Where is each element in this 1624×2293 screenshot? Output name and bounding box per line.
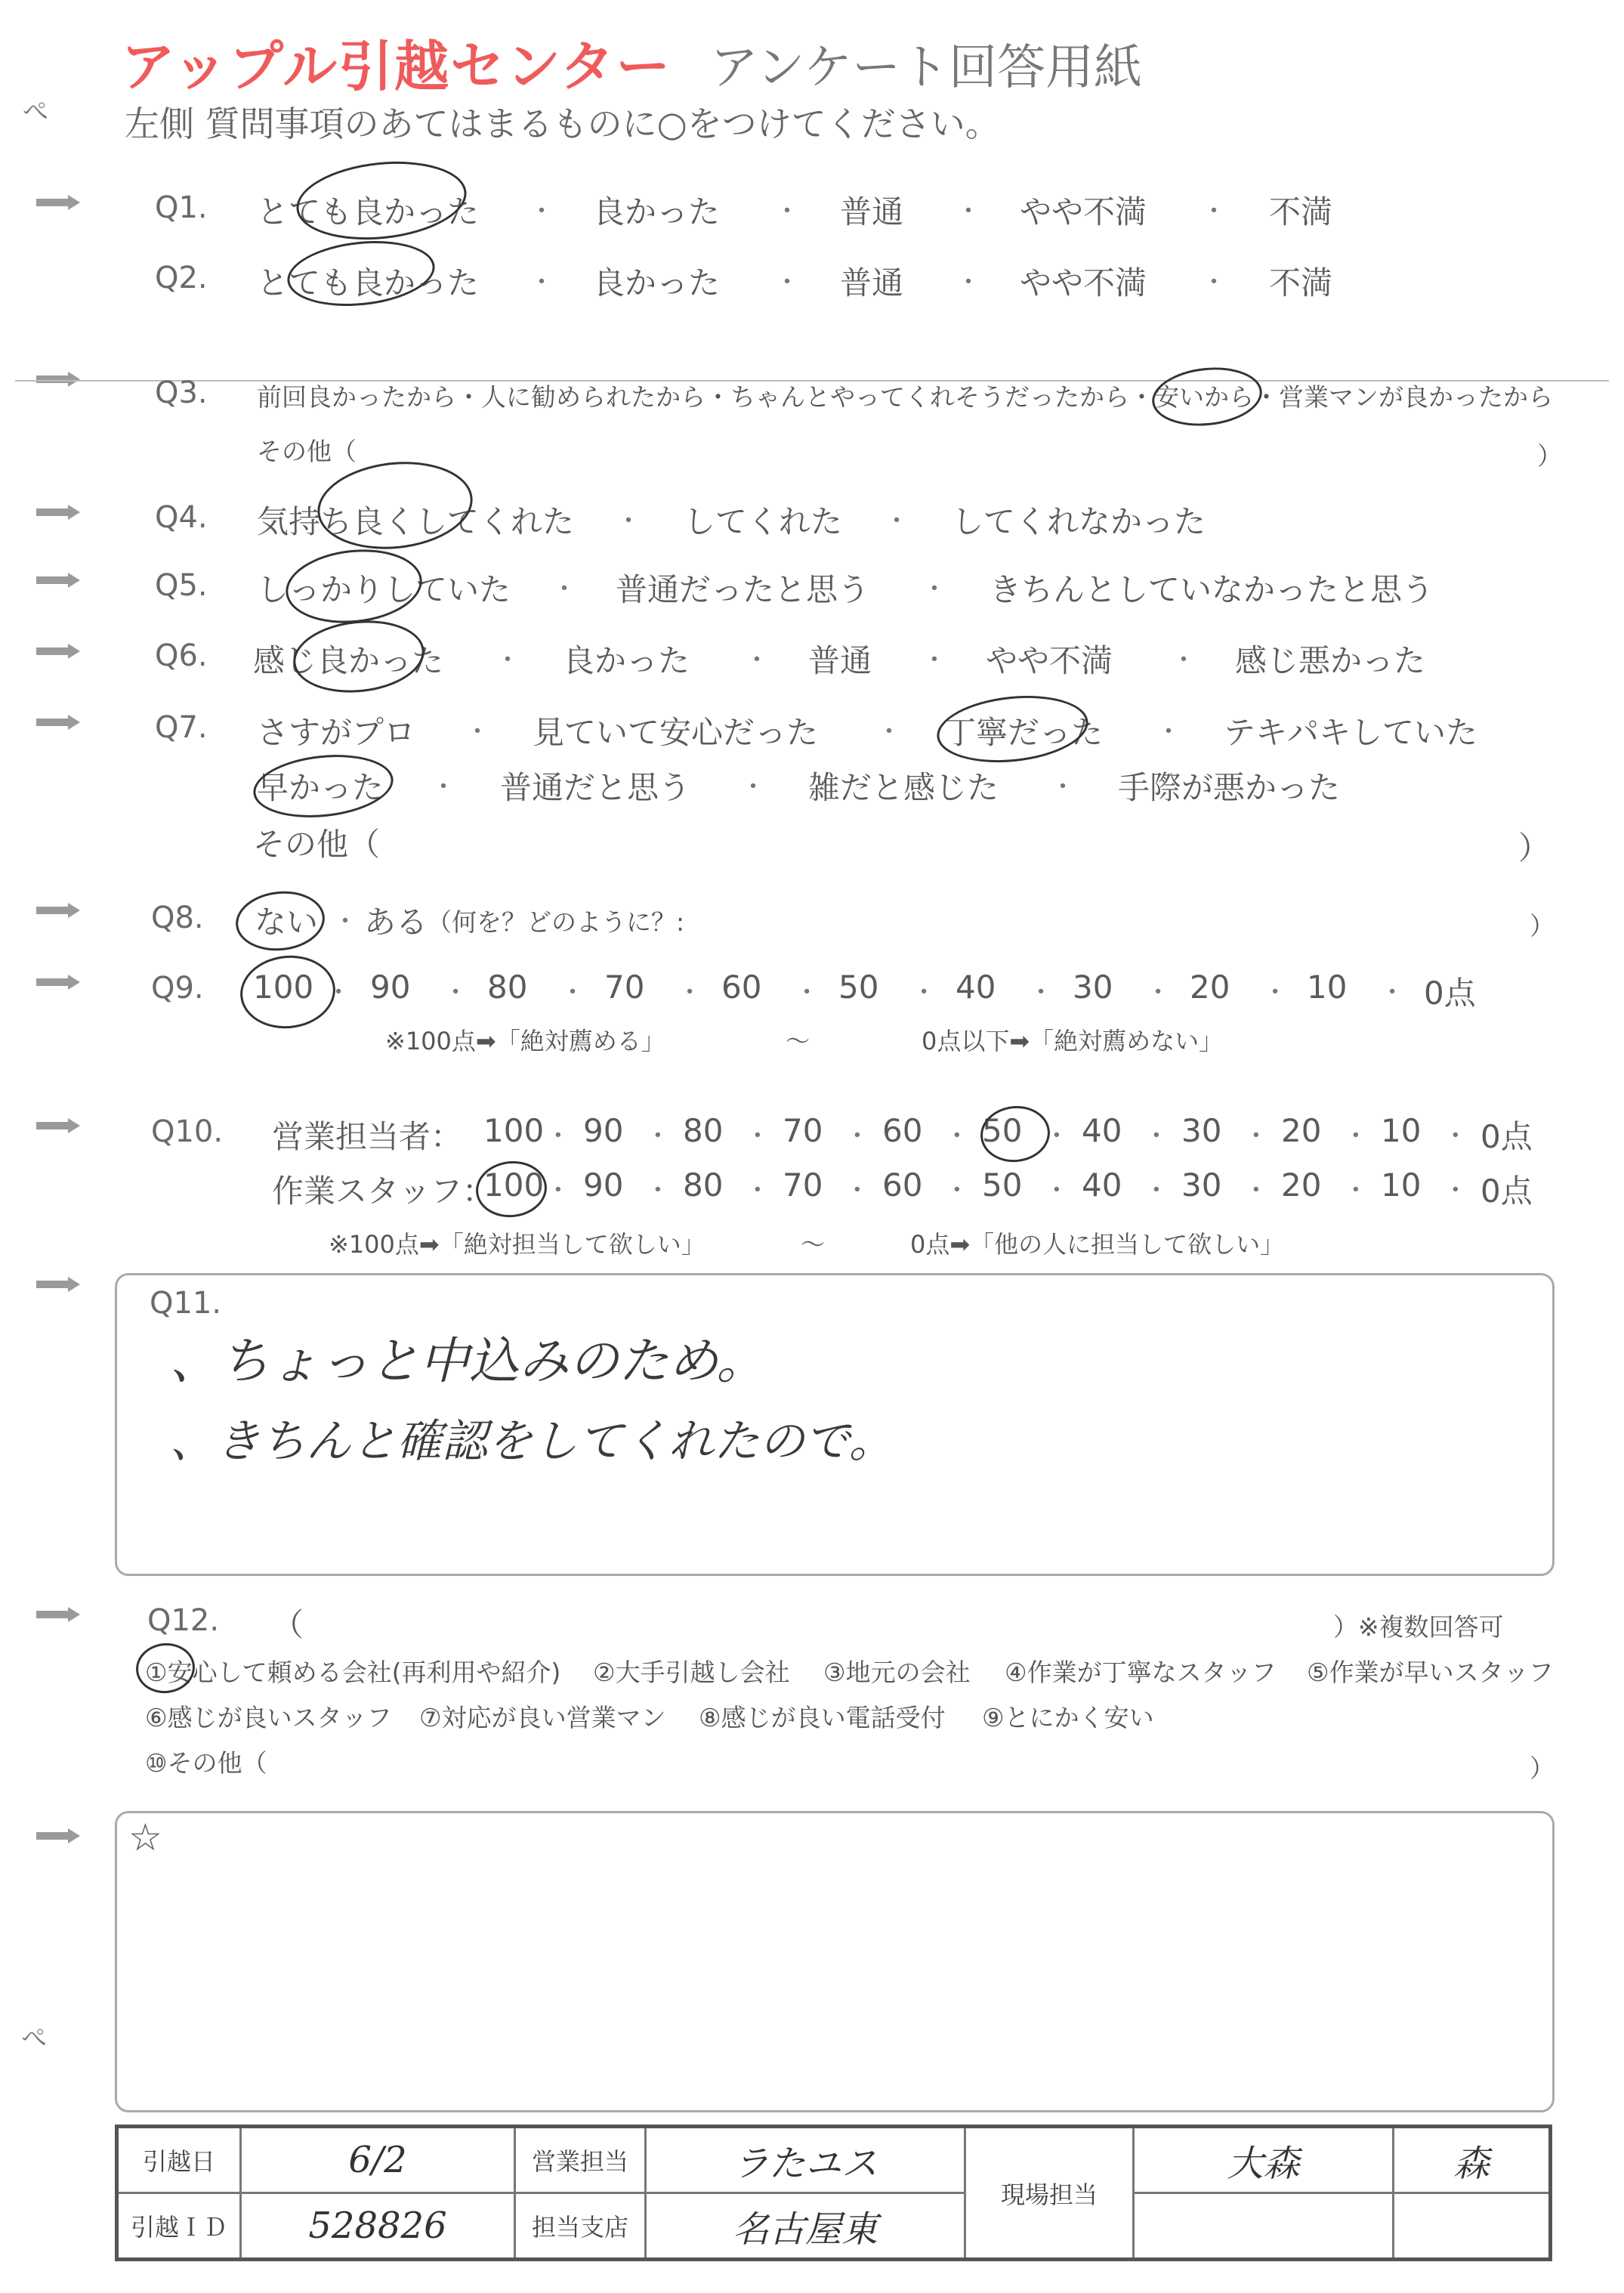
q8-hint: （何を？どのように？: [427, 907, 685, 937]
q7-label: Q7. [155, 710, 208, 745]
separator: ・ [1243, 1176, 1269, 1206]
q12-option[interactable]: ⑤作業が早いスタッフ [1307, 1658, 1554, 1687]
separator: ・ [644, 1176, 671, 1206]
answer-circle [250, 749, 396, 824]
separator: ・ [740, 772, 766, 802]
q7-option[interactable]: 見ていて安心だった [533, 714, 819, 751]
separator: ・ [1043, 1121, 1070, 1151]
q11-answer-line1: 、ちょっと中込みのため。 [170, 1332, 767, 1390]
answer-circle [282, 543, 425, 629]
q9-score-option[interactable]: 80 [487, 969, 528, 1006]
q7-option[interactable]: 手際が悪かった [1118, 769, 1341, 806]
answer-circle [934, 689, 1091, 770]
tilde: ～ [786, 1027, 810, 1055]
separator: ・ [1145, 978, 1172, 1008]
q9-note-high: ※100点➡「絶対薦める」 [385, 1027, 665, 1055]
separator: ・ [551, 574, 577, 604]
q5-option[interactable]: きちんとしていなかったと思う [990, 571, 1434, 608]
q10-sales-score-option[interactable]: 30 [1181, 1112, 1222, 1149]
q10-staff-score-option[interactable]: 70 [783, 1167, 823, 1204]
free-comment-box[interactable] [115, 1811, 1555, 2112]
branch-value: 名古屋東 [646, 2193, 965, 2260]
separator: ・ [326, 978, 352, 1008]
separator: ・ [529, 196, 554, 227]
separator: ・ [1379, 978, 1406, 1008]
q9-score-option[interactable]: 10 [1307, 969, 1348, 1006]
q8-option-none[interactable]: ない [255, 904, 319, 941]
q9-score-option[interactable]: 70 [604, 969, 645, 1006]
separator: ・ [1143, 1176, 1169, 1206]
arrow-icon [36, 372, 80, 387]
q3-other: その他（ [257, 437, 357, 466]
separator: ・ [1028, 978, 1054, 1008]
q1-option[interactable]: 良かった [593, 193, 721, 230]
arrow-icon [36, 195, 80, 210]
q9-score-option[interactable]: 20 [1190, 969, 1230, 1006]
paren-close: ） [1518, 830, 1551, 867]
branch-label: 担当支店 [515, 2193, 646, 2260]
separator: ・ [495, 645, 520, 675]
tilde: ～ [801, 1230, 826, 1259]
margin-mark: ぺ [23, 97, 48, 127]
separator: ・ [956, 196, 981, 227]
q10-sales-score-option[interactable]: 0点 [1480, 1118, 1533, 1155]
separator: ・ [443, 978, 469, 1008]
q1-label: Q1. [155, 190, 208, 225]
q6-option[interactable]: やや不満 [986, 642, 1113, 679]
q7-option[interactable]: 雑だと感じた [808, 769, 999, 806]
answer-circle [236, 951, 338, 1034]
q9-score-option[interactable]: 0点 [1424, 975, 1476, 1012]
separator: ・ [1201, 196, 1227, 227]
paren-open: （ [272, 1606, 304, 1643]
separator: ・ [1201, 267, 1227, 298]
move-date-value: 6/2 [241, 2127, 515, 2193]
q11-answer-line2: 、きちんと確認をしてくれたので。 [170, 1415, 894, 1468]
q3-options[interactable]: 前回良かったから・人に勧められたから・ちゃんとやってくれそうだったから・安いから・営業マンが良かったから [257, 382, 1553, 412]
q12-option[interactable]: ⑨とにかく安い [982, 1703, 1154, 1732]
arrow-icon [36, 1118, 80, 1133]
q2-option[interactable]: 良かった [593, 264, 721, 301]
arrow-icon [36, 903, 80, 918]
q10-label: Q10. [151, 1114, 224, 1149]
q5-option[interactable]: しっかりしていた [257, 571, 511, 608]
separator: ・ [1043, 1176, 1070, 1206]
q10-staff-label: 作業スタッフ： [272, 1173, 495, 1210]
separator: ・ [1050, 772, 1076, 802]
q12-option[interactable]: ④作業が丁寧なスタッフ [1005, 1658, 1277, 1687]
separator: ・ [431, 772, 456, 802]
q4-option[interactable]: してくれなかった [952, 503, 1206, 540]
q10-sales-label: 営業担当者： [272, 1118, 463, 1155]
q10-sales-score-option[interactable]: 100 [483, 1112, 545, 1149]
q6-option[interactable]: 普通 [808, 642, 872, 679]
move-date-label: 引越日 [117, 2127, 241, 2193]
q7-option[interactable]: 普通だと思う [500, 769, 691, 806]
q3-label: Q3. [155, 375, 208, 410]
q1-option[interactable]: とても良かった [257, 193, 480, 230]
q10-staff-score-option[interactable]: 100 [483, 1167, 545, 1204]
sales-rep-value: ラたユス [646, 2127, 965, 2193]
q1-option[interactable]: やや不満 [1020, 193, 1147, 230]
separator: ・ [1262, 978, 1289, 1008]
arrow-icon [36, 505, 80, 520]
q6-label: Q6. [155, 638, 208, 673]
arrow-icon [36, 644, 80, 659]
separator: ・ [922, 645, 947, 675]
site-staff-4 [1393, 2193, 1550, 2260]
q10-sales-score-option[interactable]: 50 [982, 1112, 1023, 1149]
separator: ・ [922, 574, 947, 604]
paren-close: ） [1537, 441, 1562, 471]
q1-option[interactable]: 普通 [840, 193, 904, 230]
arrow-icon [36, 715, 80, 730]
q8-option-some[interactable]: ある [364, 904, 428, 941]
q12-option[interactable]: ⑦対応が良い営業マン [419, 1703, 666, 1732]
separator: ・ [844, 1121, 870, 1151]
q10-sales-score-option[interactable]: 40 [1082, 1112, 1122, 1149]
separator: ・ [876, 717, 902, 747]
separator: ・ [744, 1176, 770, 1206]
q1-option[interactable]: 不満 [1269, 193, 1333, 230]
arrow-icon [36, 1607, 80, 1622]
separator: ・ [545, 1121, 571, 1151]
q7-option[interactable]: テキパキしていた [1224, 714, 1478, 751]
q9-label: Q9. [151, 971, 204, 1006]
q8-label: Q8. [151, 901, 204, 935]
q9-score-option[interactable]: 40 [956, 969, 996, 1006]
separator: ・ [529, 267, 554, 298]
arrow-icon [36, 573, 80, 588]
q10-staff-score-option[interactable]: 50 [982, 1167, 1023, 1204]
q9-score-option[interactable]: 30 [1073, 969, 1113, 1006]
q11-label: Q11. [150, 1286, 222, 1321]
q6-option[interactable]: 感じ悪かった [1235, 642, 1426, 679]
separator: ・ [1156, 717, 1181, 747]
separator: ・ [560, 978, 586, 1008]
q9-score-option[interactable]: 60 [721, 969, 762, 1006]
separator: ・ [465, 717, 490, 747]
q10-sales-score-option[interactable]: 60 [882, 1112, 923, 1149]
q10-sales-score-option[interactable]: 90 [583, 1112, 624, 1149]
arrow-icon [36, 1828, 80, 1843]
q7-other: その他（ [253, 826, 381, 863]
separator: ・ [1171, 645, 1196, 675]
separator: ・ [1243, 1121, 1269, 1151]
site-staff-3 [1134, 2193, 1394, 2260]
q12-option[interactable]: ③地元の会社 [823, 1658, 971, 1687]
separator: ・ [545, 1176, 571, 1206]
q5-option[interactable]: 普通だったと思う [616, 571, 870, 608]
q10-staff-score-option[interactable]: 40 [1082, 1167, 1122, 1204]
separator: ・ [677, 978, 703, 1008]
site-staff-1: 大森 [1134, 2127, 1394, 2193]
arrow-icon [36, 1277, 80, 1292]
q2-option[interactable]: やや不満 [1020, 264, 1147, 301]
separator: ・ [1342, 1176, 1369, 1206]
q10-staff-score-option[interactable]: 10 [1381, 1167, 1422, 1204]
q2-label: Q2. [155, 261, 208, 295]
q2-option[interactable]: とても良かった [257, 264, 480, 301]
q12-label: Q12. [147, 1603, 220, 1638]
q12-option[interactable]: ⑧感じが良い電話受付 [699, 1703, 946, 1732]
q10-sales-score-option[interactable]: 20 [1281, 1112, 1322, 1149]
separator: ・ [911, 978, 937, 1008]
q10-staff-score-option[interactable]: 30 [1181, 1167, 1222, 1204]
q12-option[interactable]: ①安心して頼める会社(再利用や紹介) [145, 1658, 561, 1687]
q10-note-low: 0点➡「他の人に担当して欲しい」 [910, 1230, 1285, 1259]
separator: ・ [616, 506, 641, 536]
separator: ・ [884, 506, 909, 536]
q2-option[interactable]: 普通 [840, 264, 904, 301]
q10-staff-score-option[interactable]: 90 [583, 1167, 624, 1204]
q4-option[interactable]: してくれた [684, 503, 843, 540]
q10-staff-score-option[interactable]: 80 [683, 1167, 724, 1204]
q4-option[interactable]: 気持ち良くしてくれた [257, 503, 575, 540]
q6-option[interactable]: 良かった [563, 642, 690, 679]
q12-other: ⑩その他（ [145, 1748, 267, 1778]
paren-close: ） [1530, 911, 1555, 941]
separator: ・ [794, 978, 820, 1008]
separator: ・ [744, 1121, 770, 1151]
q10-note-high: ※100点➡「絶対担当して欲しい」 [329, 1230, 705, 1259]
form-subtitle: アンケート回答用紙 [710, 40, 1143, 96]
q10-sales-score-option[interactable]: 80 [683, 1112, 724, 1149]
separator: ・ [1143, 1121, 1169, 1151]
separator: ・ [774, 196, 800, 227]
q10-sales-score-option[interactable]: 70 [783, 1112, 823, 1149]
q9-score-option[interactable]: 50 [838, 969, 879, 1006]
answer-circle [290, 614, 428, 699]
separator: ・ [744, 645, 770, 675]
separator: ・ [943, 1176, 970, 1206]
instruction-text: 左側 質問事項のあてはまるものに○をつけてください。 [125, 104, 1000, 144]
answer-circle [1149, 363, 1264, 431]
q5-label: Q5. [155, 568, 208, 603]
paren-close: ） [1530, 1754, 1555, 1783]
separator: ・ [844, 1176, 870, 1206]
q10-sales-score-option[interactable]: 10 [1381, 1112, 1422, 1149]
brand-title: アップル引越センター [121, 35, 672, 98]
move-id-label: 引越ＩＤ [117, 2193, 241, 2260]
site-staff-2: 森 [1393, 2127, 1550, 2193]
sales-rep-label: 営業担当 [515, 2127, 646, 2193]
q9-score-option[interactable]: 90 [370, 969, 411, 1006]
q7-option[interactable]: さすがプロ [257, 714, 416, 751]
move-id-value: 528826 [241, 2193, 515, 2260]
q6-option[interactable]: 感じ良かった [253, 642, 444, 679]
separator: ・ [943, 1121, 970, 1151]
separator: ・ [644, 1121, 671, 1151]
q12-option[interactable]: ⑥感じが良いスタッフ [145, 1703, 392, 1732]
q12-multi-note: ）※複数回答可 [1333, 1612, 1504, 1642]
star-icon: ☆ [128, 1816, 162, 1859]
q7-option[interactable]: 早かった [257, 769, 384, 806]
site-staff-label: 現場担当 [965, 2127, 1134, 2260]
q12-option[interactable]: ②大手引越し会社 [593, 1658, 790, 1687]
q10-staff-score-option[interactable]: 0点 [1480, 1173, 1533, 1210]
separator: ・ [1342, 1121, 1369, 1151]
q10-staff-score-option[interactable]: 20 [1281, 1167, 1322, 1204]
separator: ・ [332, 907, 358, 937]
q9-note-low: 0点以下➡「絶対薦めない」 [922, 1027, 1224, 1055]
margin-mark: ぺ [21, 2023, 47, 2054]
separator: ・ [774, 267, 800, 298]
q7-option[interactable]: 丁寧だった [944, 714, 1104, 751]
separator: ・ [1442, 1121, 1468, 1151]
staff-info-table [115, 2125, 1552, 2261]
arrow-icon [36, 975, 80, 990]
q9-score-option[interactable]: 100 [253, 969, 314, 1006]
q4-label: Q4. [155, 500, 208, 535]
separator: ・ [1442, 1176, 1468, 1206]
separator: ・ [956, 267, 981, 298]
answer-circle [292, 153, 470, 247]
q10-staff-score-option[interactable]: 60 [882, 1167, 923, 1204]
q2-option[interactable]: 不満 [1269, 264, 1333, 301]
